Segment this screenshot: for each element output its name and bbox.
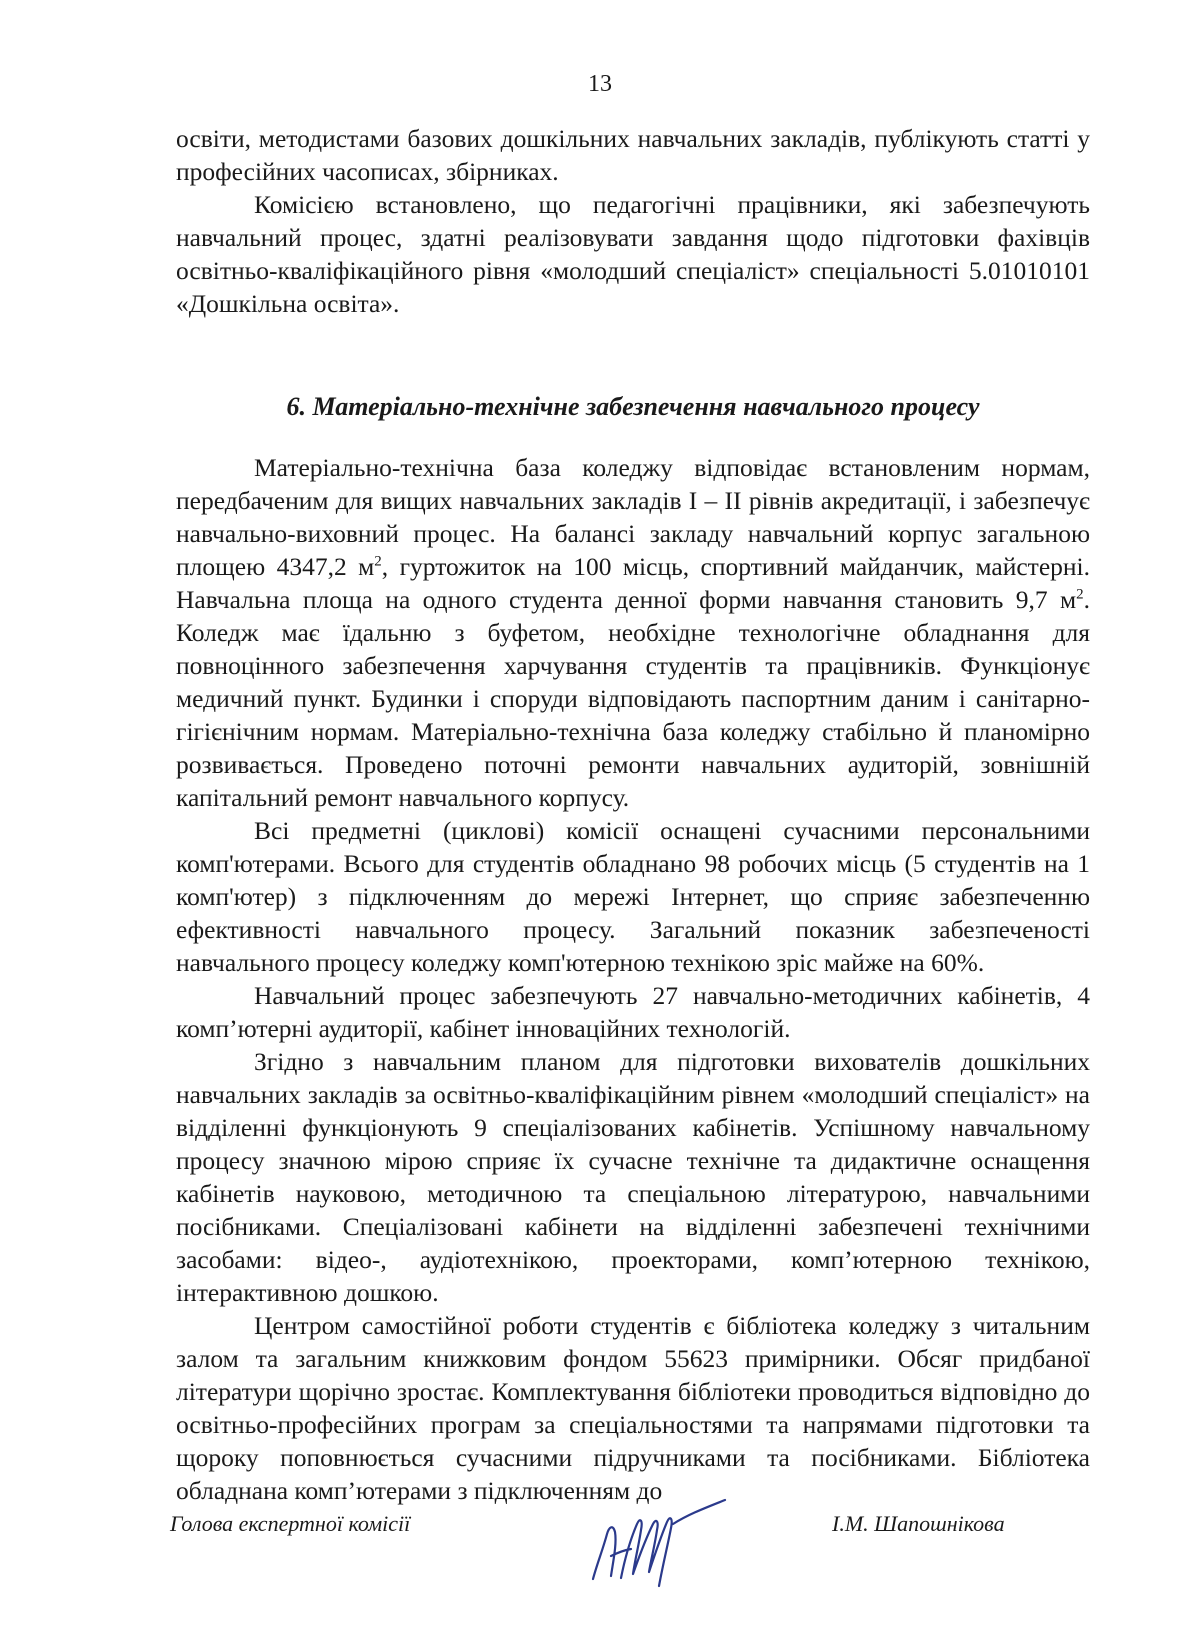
section-heading: 6. Матеріально-технічне забезпечення навчального процесу — [286, 392, 980, 421]
document-body — [176, 122, 1090, 1507]
paragraph-cabinets: Навчальний процес забезпечують 27 навчально-методичних кабінетів, 4 комп’ютерні аудиторії, кабінет інноваційних технологій. — [176, 981, 1090, 1043]
paragraph-material-base — [176, 451, 1090, 814]
superscript: 2 — [374, 553, 382, 570]
commission-head-title: Голова експертної комісії — [170, 1511, 411, 1536]
signature-footer — [0, 1500, 1200, 1620]
superscript: 2 — [1076, 586, 1084, 603]
commission-head-name: І.М. Шапошнікова — [832, 1511, 1005, 1536]
paragraph-text: Матеріально-технічна база коледжу відповідає встановленим нормам, передбаченим для вищих навчальних закладів І – ІІ рівнів акредитації, і забезпечує навчально-виховний процес. На балансі закладу навчальний корпус загальною площею 4347,2 м — [176, 453, 1090, 581]
page-number: 13 — [588, 71, 612, 97]
paragraph-text: . Коледж має їдальню з буфетом, необхідне технологічне обладнання для повноцінного забезпечення харчування студентів та працівників. Функціонує медичний пункт. Будинки і споруди відповідають паспортним даним і санітарно-гігієнічним нормам. Матеріально-технічна база коледжу стабільно й планомірно розвивається. Проведено поточні ремонти навчальних аудиторій, зовнішній капітальний ремонт навчального корпусу. — [176, 585, 1090, 812]
paragraph-commission-findings: Комісією встановлено, що педагогічні працівники, які забезпечують навчальний процес, здатні реалізовувати завдання щодо підготовки фахівців освітньо-кваліфікаційного рівня «молодший спеціаліст» спеціальності 5.01010101 «Дошкільна освіта». — [176, 190, 1090, 318]
paragraph-computers: Всі предметні (циклові) комісії оснащені сучасними персональними комп'ютерами. Всього для студентів обладнано 98 робочих місць (5 студентів на 1 комп'ютер) з підключенням до мережі Інтернет, що сприяє забезпеченню ефективності навчального процесу. Загальний показник забезпеченості навчального процесу коледжу комп'ютерною технікою зріс майже на 60%. — [176, 816, 1090, 977]
handwritten-signature — [585, 1494, 735, 1594]
paragraph-specialized-cabinets: Згідно з навчальним планом для підготовки вихователів дошкільних навчальних закладів за освітньо-кваліфікаційним рівнем «молодший спеціаліст» на відділенні функціонують 9 спеціалізованих кабінетів. Успішному навчальному процесу значною мірою сприяє їх сучасне технічне та дидактичне оснащення кабінетів науковою, методичною та спеціальною літературою, навчальними посібниками. Спеціалізовані кабінети на відділенні забезпечені технічними засобами: відео-, аудіотехнікою, проекторами, комп’ютерною технікою, інтерактивною дошкою. — [176, 1047, 1090, 1307]
paragraph-library: Центром самостійної роботи студентів є бібліотека коледжу з читальним залом та загальним книжковим фондом 55623 примірники. Обсяг придбаної літератури щорічно зростає. Комплектування бібліотеки проводиться відповідно до освітньо-професійних програм за спеціальностями та напрямами підготовки та щороку поповнюється сучасними підручниками та посібниками. Бібліотека обладнана комп’ютерами з підключенням до — [176, 1311, 1090, 1505]
paragraph-text: , гуртожиток на 100 місць, спортивний майданчик, майстерні. Навчальна площа на одного студента денної форми навчання становить 9,7 м — [176, 552, 1090, 614]
paragraph-continuation: освіти, методистами базових дошкільних навчальних закладів, публікують статті у професійних часописах, збірниках. — [176, 124, 1090, 186]
